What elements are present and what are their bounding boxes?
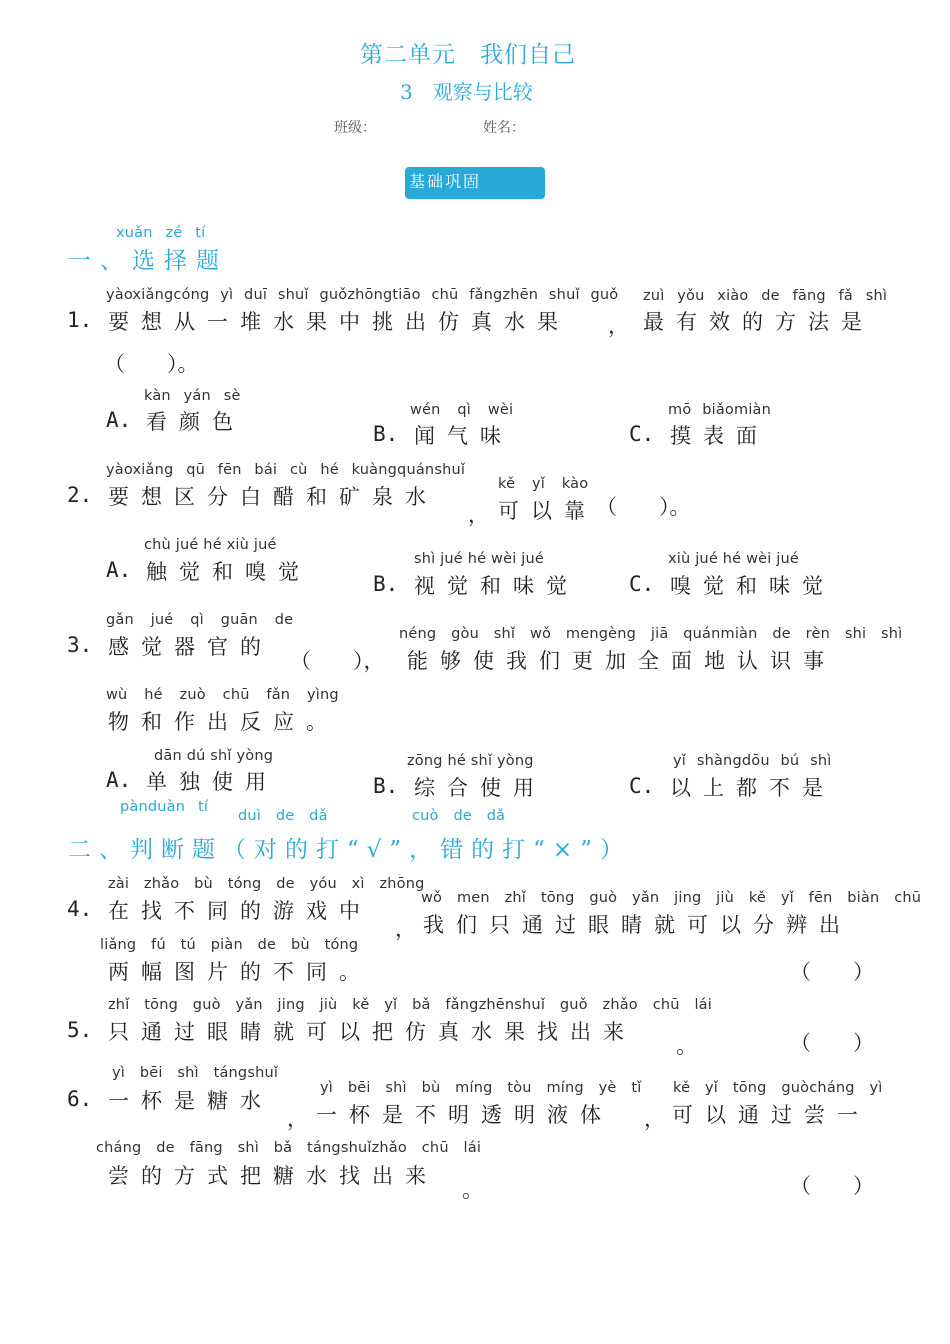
- q3-text-1: 感觉器官的: [108, 635, 273, 659]
- q4-text-2: 我们只通过眼睛就可以分辨出: [423, 913, 852, 937]
- q6-pinyin-4: cháng de fāng shì bǎ tángshuǐzhǎo chū lái: [96, 1140, 482, 1156]
- q2-number: 2.: [67, 483, 93, 507]
- q6-answer-blank[interactable]: （ ）: [790, 1174, 874, 1198]
- q1-pinyin-1: yàoxiǎngcóng yì duī shuǐ guǒzhōngtiāo chū fǎngzhēn shuǐ guǒ: [106, 287, 619, 303]
- q1-option-b-label[interactable]: B.: [373, 422, 399, 446]
- q6-pinyin-1: yì bēi shì tángshuǐ: [112, 1065, 279, 1081]
- q5-pinyin-1: zhǐ tōng guò yǎn jing jiù kě yǐ bǎ fǎngzhēnshuǐ guǒ zhǎo chū lái: [108, 997, 712, 1013]
- q6-comma-1: ，: [287, 1107, 320, 1131]
- q2-answer-blank[interactable]: （ ）。: [596, 495, 691, 519]
- q2-option-a-label[interactable]: A.: [106, 558, 132, 582]
- q1-answer-blank[interactable]: （ ）。: [104, 352, 199, 376]
- q2-pinyin-2: kě yǐ kào: [498, 476, 589, 492]
- q3-option-c-pinyin: yǐ shàngdōu bú shì: [673, 753, 832, 769]
- q6-pinyin-2: yì bēi shì bù míng tòu míng yè tǐ: [320, 1080, 642, 1096]
- q3-answer-blank[interactable]: （ ），: [290, 649, 385, 673]
- q6-pinyin-3: kě yǐ tōng guòcháng yì: [673, 1080, 883, 1096]
- q1-option-b-text[interactable]: 闻气味: [414, 424, 513, 448]
- q1-option-c-text[interactable]: 摸表面: [670, 424, 769, 448]
- q1-comma: ，: [608, 314, 641, 338]
- q3-text-2: 能够使我们更加全面地认识事: [407, 649, 836, 673]
- q6-period: 。: [462, 1178, 495, 1202]
- q3-option-a-text[interactable]: 单独使用: [146, 770, 278, 794]
- class-label: 班级：: [334, 120, 376, 136]
- section2-title: 二、判断题（对的打“√”，错的打“×”）: [68, 837, 631, 863]
- q5-number: 5.: [67, 1018, 93, 1042]
- q1-option-a-label[interactable]: A.: [106, 408, 132, 432]
- q2-option-c-label[interactable]: C.: [629, 572, 655, 596]
- q5-answer-blank[interactable]: （ ）: [790, 1031, 874, 1055]
- q2-option-b-label[interactable]: B.: [373, 572, 399, 596]
- section1-title: 一、选择题: [68, 248, 228, 274]
- q2-option-b-text[interactable]: 视觉和味觉: [414, 574, 579, 598]
- q4-text-3: 两幅图片的不同。: [108, 960, 372, 984]
- q6-text-4: 尝的方式把糖水找出来: [108, 1164, 438, 1188]
- q1-option-c-label[interactable]: C.: [629, 422, 655, 446]
- q6-text-2: 一杯是不明透明液体: [316, 1103, 613, 1127]
- q2-option-a-pinyin: chù jué hé xiù jué: [144, 537, 277, 553]
- q4-answer-blank[interactable]: （ ）: [790, 960, 874, 984]
- q4-pinyin-2: wǒ men zhǐ tōng guò yǎn jing jiù kě yǐ fēn biàn chū: [421, 890, 922, 906]
- q1-option-a-text[interactable]: 看颜色: [146, 410, 245, 434]
- q1-option-b-pinyin: wén qì wèi: [410, 402, 514, 418]
- q2-pinyin-1: yàoxiǎng qū fēn bái cù hé kuàngquánshuǐ: [106, 462, 466, 478]
- name-label: 姓名：: [483, 120, 525, 136]
- q1-text-1: 要想从一堆水果中挑出仿真水果: [108, 310, 570, 334]
- q1-text-2: 最有效的方法是: [643, 310, 874, 334]
- q2-comma: ，: [468, 503, 501, 527]
- q1-option-a-pinyin: kàn yán sè: [144, 388, 241, 404]
- section2-pinyin-b: duì de dǎ: [238, 808, 328, 824]
- q3-pinyin-1: gǎn jué qì guān de: [106, 612, 294, 628]
- q3-option-c-text[interactable]: 以上都不是: [670, 776, 835, 800]
- q3-number: 3.: [67, 633, 93, 657]
- q3-pinyin-2: néng gòu shǐ wǒ mengèng jiā quánmiàn de rèn shi shì: [399, 626, 903, 642]
- q1-option-c-pinyin: mō biǎomiàn: [668, 402, 772, 418]
- q3-option-a-pinyin: dān dú shǐ yòng: [154, 748, 274, 764]
- unit-title: 第二单元 我们自己: [360, 42, 576, 68]
- q4-pinyin-3: liǎng fú tú piàn de bù tóng: [100, 937, 359, 953]
- section2-pinyin-a: pànduàn tí: [120, 799, 209, 815]
- q6-text-3: 可以通过尝一: [672, 1103, 870, 1127]
- q6-number: 6.: [67, 1087, 93, 1111]
- q2-text-2: 可以靠: [498, 499, 597, 523]
- q3-option-a-label[interactable]: A.: [106, 768, 132, 792]
- section-tag: 基础巩固: [405, 167, 545, 199]
- q3-option-b-label[interactable]: B.: [373, 774, 399, 798]
- q3-pinyin-3: wù hé zuò chū fǎn yìng: [106, 687, 339, 703]
- q2-option-a-text[interactable]: 触觉和嗅觉: [146, 560, 311, 584]
- q3-option-b-pinyin: zōng hé shǐ yòng: [407, 753, 534, 769]
- q2-option-c-text[interactable]: 嗅觉和味觉: [670, 574, 835, 598]
- section1-pinyin: xuǎn zé tí: [116, 225, 206, 241]
- q1-pinyin-2: zuì yǒu xiào de fāng fǎ shì: [643, 288, 888, 304]
- q2-text-1: 要想区分白醋和矿泉水: [108, 485, 438, 509]
- q2-option-b-pinyin: shì jué hé wèi jué: [414, 551, 545, 567]
- q6-comma-2: ，: [644, 1107, 677, 1131]
- q2-option-c-pinyin: xiù jué hé wèi jué: [668, 551, 800, 567]
- q3-option-b-text[interactable]: 综合使用: [414, 776, 546, 800]
- q5-text-1: 只通过眼睛就可以把仿真水果找出来: [108, 1020, 636, 1044]
- q4-pinyin-1: zài zhǎo bù tóng de yóu xì zhōng: [108, 876, 425, 892]
- q3-option-c-label[interactable]: C.: [629, 774, 655, 798]
- q6-text-1: 一杯是糖水: [108, 1089, 273, 1113]
- section2-pinyin-c: cuò de dǎ: [412, 808, 506, 824]
- q4-comma: ，: [395, 917, 428, 941]
- lesson-title: 3 观察与比较: [400, 80, 533, 104]
- q5-period: 。: [676, 1034, 709, 1058]
- q3-text-3: 物和作出反应。: [108, 710, 339, 734]
- q4-number: 4.: [67, 897, 93, 921]
- q4-text-1: 在找不同的游戏中: [108, 899, 372, 923]
- q1-number: 1.: [67, 308, 93, 332]
